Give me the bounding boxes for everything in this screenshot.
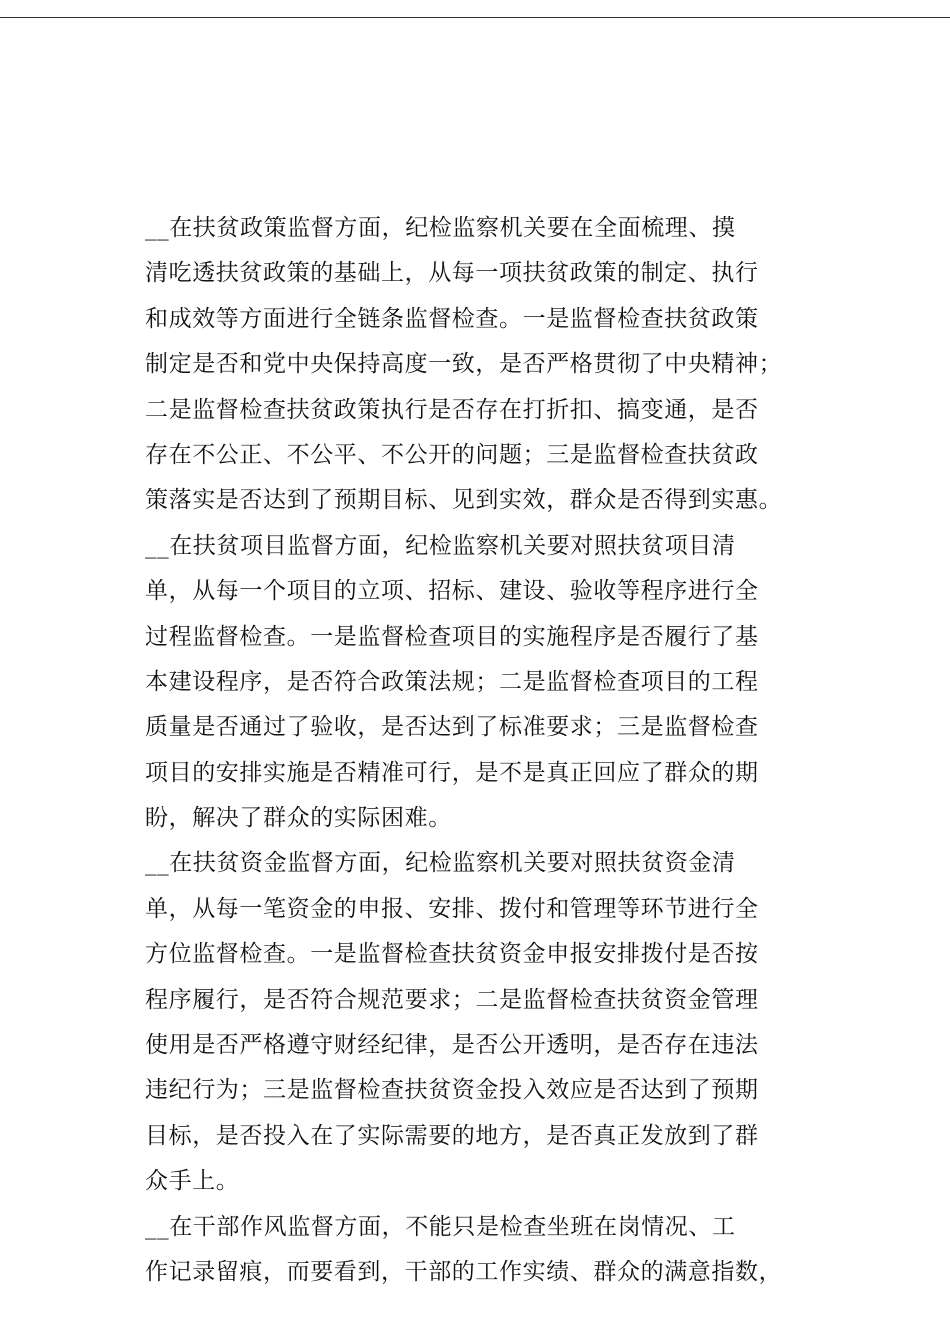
text-line: 本建设程序，是否符合政策法规；二是监督检查项目的工程 xyxy=(145,668,759,695)
text-line: __在干部作风监督方面，不能只是检查坐班在岗情况、工 xyxy=(145,1213,736,1240)
header-rule xyxy=(0,17,950,18)
text-line: 过程监督检查。一是监督检查项目的实施程序是否履行了基 xyxy=(145,623,759,650)
text-line: 作记录留痕，而要看到，干部的工作实绩、群众的满意指数， xyxy=(145,1258,783,1285)
text-line: 盼，解决了群众的实际困难。 xyxy=(145,805,452,832)
paragraph-cadre-style-supervision xyxy=(145,1205,835,1296)
text-line: 存在不公正、不公平、不公开的问题；三是监督检查扶贫政 xyxy=(145,441,759,468)
text-line: 使用是否严格遵守财经纪律，是否公开透明，是否存在违法 xyxy=(145,1032,759,1059)
text-line: 项目的安排实施是否精准可行，是不是真正回应了群众的期 xyxy=(145,759,759,786)
text-line: 程序履行，是否符合规范要求；二是监督检查扶贫资金管理 xyxy=(145,986,759,1013)
paragraph-project-supervision xyxy=(145,524,835,842)
text-line: 单，从每一个项目的立项、招标、建设、验收等程序进行全 xyxy=(145,578,759,605)
text-line: __在扶贫项目监督方面，纪检监察机关要对照扶贫项目清 xyxy=(145,532,736,559)
text-line: 二是监督检查扶贫政策执行是否存在打折扣、搞变通，是否 xyxy=(145,396,759,423)
text-line: 策落实是否达到了预期目标、见到实效，群众是否得到实惠。 xyxy=(145,487,783,514)
text-line: 众手上。 xyxy=(145,1168,240,1195)
text-line: __在扶贫政策监督方面，纪检监察机关要在全面梳理、摸 xyxy=(145,215,736,241)
text-line: 违纪行为；三是监督检查扶贫资金投入效应是否达到了预期 xyxy=(145,1077,759,1104)
paragraph-funds-supervision xyxy=(145,841,835,1204)
text-line: 质量是否通过了验收，是否达到了标准要求；三是监督检查 xyxy=(145,714,759,741)
text-line: 清吃透扶贫政策的基础上，从每一项扶贫政策的制定、执行 xyxy=(145,260,759,287)
text-line: __在扶贫资金监督方面，纪检监察机关要对照扶贫资金清 xyxy=(145,850,736,877)
text-line: 单，从每一笔资金的申报、安排、拨付和管理等环节进行全 xyxy=(145,895,759,922)
text-line: 目标，是否投入在了实际需要的地方，是否真正发放到了群 xyxy=(145,1122,759,1149)
text-line: 和成效等方面进行全链条监督检查。一是监督检查扶贫政策 xyxy=(145,305,759,332)
document-body xyxy=(145,206,835,1295)
text-line: 方位监督检查。一是监督检查扶贫资金申报安排拨付是否按 xyxy=(145,941,759,968)
paragraph-policy-supervision xyxy=(145,206,835,524)
text-line: 制定是否和党中央保持高度一致，是否严格贯彻了中央精神； xyxy=(145,351,783,378)
